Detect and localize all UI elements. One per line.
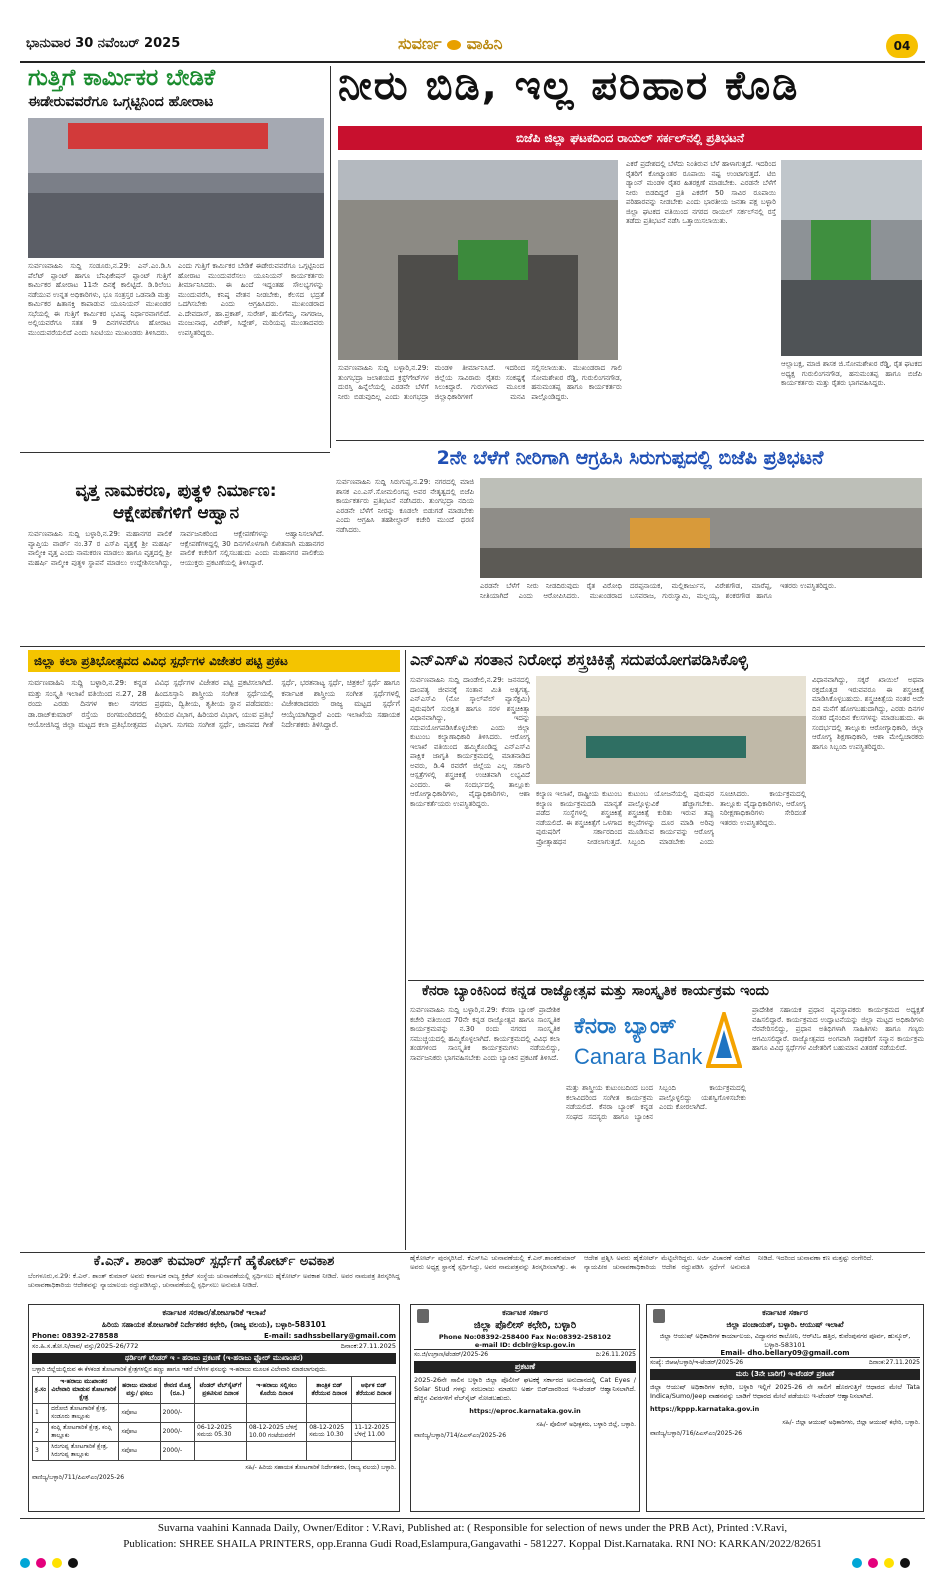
- table-cell: 08-12-2025 ಸಮಯ 10.30: [307, 1422, 352, 1441]
- ad2-ref-date: ದಿ:26.11.2025: [595, 1351, 636, 1358]
- ad2-footer: ವಾಣಿಜ್ಯ/ಬಳ್ಳಾರಿ/714/ಪಿಎಸ್‌ಎಂ/2025-26: [414, 1432, 507, 1439]
- table-cell: [246, 1403, 306, 1422]
- ad3-office: ಜಿಲ್ಲಾ ಪಂಚಾಯತ್, ಬಳ್ಳಾರಿ. ಆಯುಷ್ ಇಲಾಖೆ: [726, 1320, 844, 1329]
- canara-triangle-icon: [706, 1012, 742, 1068]
- ad1-table-header: ಇ-ಹರಾಜು ಮುಖಾಂತರ ವಿಲೇವಾರಿ ಮಾಡುವ ತೋಟಗಾರಿಕೆ ಕ್ಷೇತ್ರ: [49, 1376, 119, 1403]
- story3-body-left: ಸುರ್ವಣವಾಹಿನಿ ಸುದ್ದಿ ಸಿರುಗುಪ್ಪ,ನ.29: ನಗರದಲ್ಲಿ ಮಾಜಿ ಶಾಸಕ ಎಂ.ಎಸ್.ಸೋಮಲಿಂಗಪ್ಪ ಅವರ ನೇತೃತ್ವದಲ್ಲಿ ಬಿಜೆಪಿ ಕಾರ್ಯಕರ್ತರು ಪ್ರತಿಭಟನೆ ನಡೆಸಿದರು. ತುಂಗಭದ್ರಾ ನದಿಯ ಎರಡನೇ ಬೆಳೆಗೆ ನೀರನ್ನು ಕೂಡಲೇ ಬಿಡುಗಡೆ ಮಾಡಬೇಕು ಎಂದು ಆಗ್ರಹಿಸಿ ತಹಶೀಲ್ದಾರ್ ಕಚೇರಿ ಮುಂದೆ ಧರಣಿ ನಡೆಸಿದರು.: [336, 478, 474, 534]
- table-cell: 2000/-: [160, 1441, 194, 1460]
- registration-mark: [36, 1558, 46, 1568]
- issue-date: ಭಾನುವಾರ 30 ನವೆಂಬರ್ 2025: [26, 36, 181, 51]
- story6-body: ಸುರ್ವಣವಾಹಿನಿ ಸುದ್ದಿ ದಾಂಡೇಲಿ,ನ.29: ಜನನದಲ್ಲಿ ದಾಂಪತ್ಯ ಜೀವನಕ್ಕೆ ಸಂತಾನ ಮಿತಿ ಅತ್ಯಗತ್ಯ. ಎನ್‌ಎಸ್‌ವಿ (ನೋ ಸ್ಕಾಲ್‌ಪೆಲ್ ವ್ಯಾಸೆಕ್ಟಮಿ) ಪುರುಷರಿಗೆ ಸುರಕ್ಷಿತ ಹಾಗೂ ಸರಳ ಶಸ್ತ್ರಚಿಕಿತ್ಸಾ ವಿಧಾನವಾಗಿದ್ದು, ಇದನ್ನು ಸದುಪಯೋಗಪಡಿಸಿಕೊಳ್ಳಬೇಕು ಎಂದು ಜಿಲ್ಲಾ ಕುಟುಂಬ ಕಲ್ಯಾಣಾಧಿಕಾರಿ ತಿಳಿಸಿದರು. ಆರೋಗ್ಯ ಇಲಾಖೆ ವತಿಯಿಂದ ಹಮ್ಮಿಕೊಂಡಿದ್ದ ಎನ್‌ಎಸ್‌ವಿ ಪಾಕ್ಷಿಕ ಜಾಗೃತಿ ಕಾರ್ಯಕ್ರಮದಲ್ಲಿ ಮಾತನಾಡಿದ ಅವರು, ಡಿ.4 ರವರೆಗೆ ಜಿಲ್ಲೆಯ ಎಲ್ಲ ಸರ್ಕಾರಿ ಆಸ್ಪತ್ರೆಗಳಲ್ಲಿ ಶಸ್ತ್ರಚಿಕಿತ್ಸೆ ಉಚಿತವಾಗಿ ಲಭ್ಯವಿದೆ ಎಂದರು. ಈ ಸಂದರ್ಭದಲ್ಲಿ ತಾಲ್ಲೂಕು ಆರೋಗ್ಯಾಧಿಕಾರಿಗಳು, ವೈದ್ಯಾಧಿಕಾರಿಗಳು, ಆಶಾ ಕಾರ್ಯಕರ್ತೆಯರು ಉಪಸ್ಥಿತರಿದ್ದರು.: [410, 676, 530, 808]
- story1-subhead: ಈಡೇರುವವರೆಗೂ ಒಗ್ಗಟ್ಟಿನಿಂದ ಹೋರಾಟ: [28, 94, 214, 110]
- story4-body: ಸುರ್ವಣವಾಹಿನಿ ಸುದ್ದಿ ಬಳ್ಳಾರಿ,ನ.29: ಮಹಾನಗರ ಪಾಲಿಕೆ ವ್ಯಾಪ್ತಿಯ ವಾರ್ಡ್ ನಂ.37 ರ ಎಸ್‌ಪಿ ವೃತ್ತಕ್ಕೆ ಶ್ರೀ ಮಹರ್ಷಿ ವಾಲ್ಮೀಕಿ ವೃತ್ತ ಎಂದು ನಾಮಕರಣ ಮಾಡಲು ಹಾಗೂ ವೃತ್ತದಲ್ಲಿ ಶ್ರೀ ಮಹರ್ಷಿ ವಾಲ್ಮೀಕಿ ಪುತ್ಥಳಿ ಸ್ಥಾಪನೆ ಮಾಡಲು ಉದ್ದೇಶಿಸಲಾಗಿದ್ದು, ಸಾರ್ವಜನಿಕರಿಂದ ಆಕ್ಷೇಪಣೆಗಳನ್ನು ಆಹ್ವಾನಿಸಲಾಗಿದೆ. ಆಕ್ಷೇಪಣೆಗಳಿದ್ದಲ್ಲಿ 30 ದಿನಗಳೊಳಗಾಗಿ ಲಿಖಿತವಾಗಿ ಮಹಾನಗರ ಪಾಲಿಕೆ ಕಚೇರಿಗೆ ಸಲ್ಲಿಸಬಹುದು ಎಂದು ಮಹಾನಗರ ಪಾಲಿಕೆಯ ಆಯುಕ್ತರು ಪ್ರಕಟಣೆಯಲ್ಲಿ ತಿಳಿಸಿದ್ದಾರೆ.: [28, 530, 324, 567]
- table-cell: 2: [33, 1422, 49, 1441]
- registration-mark: [884, 1558, 894, 1568]
- table-cell: 2000/-: [160, 1422, 194, 1441]
- ad3-ref: ಸಂಖ್ಯೆ: ಜಿಆಆ/ಬಳ್ಳಾರಿ/ಇ-ಟೆಂಡರ್/2025-26: [650, 1359, 744, 1366]
- registration-mark: [868, 1558, 878, 1568]
- story8-body-cont: ಹೈಕೋರ್ಟ್ ಪುರಸ್ಕರಿಸಿದೆ. ಕೆಎಸ್‌ಸಿಎ ಚುನಾವಣೆಯಲ್ಲಿ ಕೆ.ಎನ್.ಶಾಂತಕುಮಾರ್ ಅವರು ಅಧ್ಯಕ್ಷ ಸ್ಥಾನಕ್ಕೆ ಸ್ಪರ್ಧಿಸಿದ್ದು, ಅವರ ನಾಮಪತ್ರವನ್ನು ತಿರಸ್ಕರಿಸಲಾಗಿತ್ತು. ಈ ಆದೇಶ ಪ್ರಶ್ನಿಸಿ ಅವರು ಹೈಕೋರ್ಟ್ ಮೆಟ್ಟಿಲೇರಿದ್ದರು. ಅರ್ಜಿ ವಿಚಾರಣೆ ನಡೆಸಿದ ನ್ಯಾಯಪೀಠ ಚುನಾವಣಾಧಿಕಾರಿಯ ಆದೇಶ ರದ್ದುಪಡಿಸಿ ಸ್ಪರ್ಧೆಗೆ ಅನುಮತಿ ನೀಡಿದೆ. ಇದರಿಂದ ಚುನಾವಣಾ ಕಣ ಮತ್ತಷ್ಟು ರಂಗೇರಿದೆ.: [410, 1254, 874, 1271]
- story1-body-left: ಸುರ್ವಣವಾಹಿನಿ ಸುದ್ದಿ ಸಂಡೂರು,ನ.29: ಎನ್.ಎಂ.ಡಿ.ಸಿ ಪೆಲೆಟ್ ಪ್ಲಾಂಟ್ ಹಾಗೂ ಬೆನಿಫಿಕೇಷನ್ ಪ್ಲಾಂಟ್ ಗುತ್ತಿಗೆ ಕಾರ್ಮಿಕರ ಹೋರಾಟ 11ನೇ ದಿನಕ್ಕೆ ಕಾಲಿಟ್ಟಿದೆ. ಡಿ.ಠಿಲೆಂಬ ನಡೆಯುವ ಉನ್ನತ ಅಧಿಕಾರಿಗಳು, ಭೂ ಸಂತ್ರಸ್ತರ ಒಡನಾಡಿ ಮತ್ತು ಕಾರ್ಮಿಕರ ಹಿತಾಸಕ್ತಿ ಕಾಪಾಡುವ ಯೂನಿಯನ್ ಮುಖಂಡರ ಸಭೆಯಲ್ಲಿ ಈ ಗುತ್ತಿಗೆ ಕಾರ್ಮಿಕರ ಭವಿಷ್ಯ ನಿರ್ಧಾರವಾಗಲಿದೆ. ಅಲ್ಲಿಯವರೆಗೂ ಸತತ 9 ದಿನಗಳವರೆಗೂ ಹೋರಾಟ ಮುಂದುವರೆಯಲಿದೆ ಎಂದು ಸಿಐಟಿಯು ಮುಖಂಡರು ತಿಳಿಸಿದರು.: [28, 262, 171, 337]
- ad1-sign: ಸಹಿ/- ಹಿರಿಯ ಸಹಾಯಕ ತೋಟಗಾರಿಕೆ ನಿರ್ದೇಶಕರು, (ರಾಜ್ಯ ವಲಯ) ಬಳ್ಳಾರಿ.: [245, 1463, 396, 1471]
- masthead-right: ವಾಹಿನಿ: [466, 34, 503, 53]
- story7-body-cont: ಮತ್ತು ಶಾಸ್ತ್ರೀಯ ಕುಟುಂಬದಿಂದ ಬಂದ ಕಲಾವಿದರಿಂದ ಸಂಗೀತ ಕಾರ್ಯಕ್ರಮ ನಡೆಯಲಿದೆ. ಕೆನರಾ ಬ್ಯಾಂಕ್ ಕನ್ನಡ ಸಂಘದ ಸದಸ್ಯರು ಹಾಗೂ ಬ್ಯಾಂಕಿನ ಸಿಬ್ಬಂದಿ ಕಾರ್ಯಕ್ರಮದಲ್ಲಿ ಪಾಲ್ಗೊಳ್ಳಲಿದ್ದು ಯಶಸ್ವಿಗೊಳಿಸಬೇಕು ಎಂದು ಕೋರಲಾಗಿದೆ.: [566, 1084, 746, 1121]
- story3-body-right: ಎರಡನೇ ಬೆಳೆಗೆ ನೀರು ನೀಡದಿರುವುದು ರೈತ ವಿರೋಧಿ ನೀತಿಯಾಗಿದೆ ಎಂದು ಆರೋಪಿಸಿದರು. ಮುಖಂಡರಾದ ದರಪ್ಪನಾಯಕ, ಮಲ್ಲಿಕಾರ್ಜುನ, ವಿರೇಶಗೌಡ, ಮಾರೆಪ್ಪ, ಬಸವರಾಜ, ಗುರುಸ್ವಾಮಿ, ಮಲ್ಲಯ್ಯ, ಶಂಕರಗೌಡ ಹಾಗೂ ಇತರರು ಉಪಸ್ಥಿತರಿದ್ದರು.: [480, 582, 837, 600]
- ad1-table-header: ಹರಾಜು ಮಾಡುವ ವಸ್ತು/ ಫಸಲು: [119, 1376, 160, 1403]
- story5-body: ಸುರ್ವಣವಾಹಿನಿ ಸುದ್ದಿ ಬಳ್ಳಾರಿ,ನ.29: ಕನ್ನಡ ಮತ್ತು ಸಂಸ್ಕೃತಿ ಇಲಾಖೆ ವತಿಯಿಂದ ನ.27, 28 ರಂದು ಎರಡು ದಿನಗಳ ಕಾಲ ನಗರದ ಡಾ.ರಾಜ್‌ಕುಮಾರ್ ರಸ್ತೆಯ ರಂಗಮಂದಿರದಲ್ಲಿ ಆಯೋಜಿಸಿದ್ದ ಜಿಲ್ಲಾ ಮಟ್ಟದ ಕಲಾ ಪ್ರತಿಭೋತ್ಸವದ ವಿವಿಧ ಸ್ಪರ್ಧೆಗಳ ವಿಜೇತರ ಪಟ್ಟಿ ಪ್ರಕಟಿಸಲಾಗಿದೆ. ಹಿಂದೂಸ್ತಾನಿ ಶಾಸ್ತ್ರೀಯ ಸಂಗೀತ ಸ್ಪರ್ಧೆಯಲ್ಲಿ ಪ್ರಥಮ, ದ್ವಿತೀಯ, ತೃತೀಯ ಸ್ಥಾನ ಪಡೆದವರು: ಕಿರಿಯರ ವಿಭಾಗ, ಹಿರಿಯರ ವಿಭಾಗ, ಯುವ ಪ್ರತಿಭೆ ವಿಭಾಗ. ಸುಗಮ ಸಂಗೀತ ಸ್ಪರ್ಧೆ, ಜಾನಪದ ಗೀತೆ ಸ್ಪರ್ಧೆ, ಭರತನಾಟ್ಯ ಸ್ಪರ್ಧೆ, ಚಿತ್ರಕಲೆ ಸ್ಪರ್ಧೆ ಹಾಗೂ ಕರ್ನಾಟಕ ಶಾಸ್ತ್ರೀಯ ಸಂಗೀತ ಸ್ಪರ್ಧೆಗಳಲ್ಲಿ ವಿಜೇತರಾದವರು ರಾಜ್ಯ ಮಟ್ಟದ ಸ್ಪರ್ಧೆಗೆ ಆಯ್ಕೆಯಾಗಿದ್ದಾರೆ ಎಂದು ಇಲಾಖೆಯ ಸಹಾಯಕ ನಿರ್ದೇಶಕರು ತಿಳಿಸಿದ್ದಾರೆ.: [28, 678, 400, 730]
- ad1-body: ಬಳ್ಳಾರಿ ಜಿಲ್ಲೆಯಲ್ಲಿರುವ ಈ ಕೆಳಕಂಡ ತೋಟಗಾರಿಕೆ ಕ್ಷೇತ್ರಗಳಲ್ಲಿನ ಹಣ್ಣು ಹಾಗೂ ಇತರೆ ಬೆಳೆಗಳ ಫಸಲನ್ನು ಇ-ಹರಾಜು ಮೂಲಕ ವಿಲೇವಾರಿ ಮಾಡಲಾಗುವುದು.: [32, 1366, 327, 1373]
- table-row: [33, 1441, 396, 1460]
- ad3-title: ಮರು (3ನೇ ಬಾರಿಗೆ) ಇ-ಟೆಂಡರ್ ಪ್ರಕಟಣೆ: [650, 1369, 920, 1380]
- story8-body: ಬೆಂಗಳೂರು,ನ.29: ಕೆ.ಎನ್. ಶಾಂತ್ ಕುಮಾರ್ ಅವರು ಕರ್ನಾಟಕ ರಾಜ್ಯ ಕ್ರಿಕೆಟ್ ಸಂಸ್ಥೆಯ ಚುನಾವಣೆಯಲ್ಲಿ ಸ್ಪರ್ಧಿಸಲು ಹೈಕೋರ್ಟ್ ಅವಕಾಶ ನೀಡಿದೆ. ಅವರ ನಾಮಪತ್ರ ತಿರಸ್ಕರಿಸಿದ್ದ ಚುನಾವಣಾಧಿಕಾರಿಯ ಆದೇಶವನ್ನು ನ್ಯಾಯಾಲಯ ರದ್ದುಪಡಿಸಿದ್ದು, ಚುನಾವಣೆಯಲ್ಲಿ ಸ್ಪರ್ಧಿಸಲು ಅನುಮತಿ ನೀಡಿದೆ.: [28, 1272, 400, 1289]
- page-number: 04: [886, 34, 918, 58]
- story3-headline: 2ನೇ ಬೆಳೆಗೆ ನೀರಿಗಾಗಿ ಆಗ್ರಹಿಸಿ ಸಿರುಗುಪ್ಪದಲ್ಲಿ ಬಿಜೆಪಿ ಪ್ರತಿಭಟನೆ: [436, 447, 824, 469]
- ad3-website: https://kppp.karnataka.gov.in: [650, 1405, 760, 1413]
- ad1-ref-date: ದಿನಾಂಕ:27.11.2025: [340, 1342, 396, 1350]
- story2-photo-side: [781, 160, 922, 356]
- ad2-gov: ಕರ್ನಾಟಕ ಸರ್ಕಾರ: [502, 1308, 548, 1317]
- story7-body-right: ಪ್ರಾದೇಶಿಕ ಸಹಾಯಕ ಪ್ರಧಾನ ವ್ಯವಸ್ಥಾಪಕರು ಕಾರ್ಯಕ್ರಮದ ಅಧ್ಯಕ್ಷತೆ ವಹಿಸಲಿದ್ದಾರೆ. ಕಾರ್ಯಕ್ರಮದ ಉದ್ಘಾಟನೆಯನ್ನು ಜಿಲ್ಲಾ ಮಟ್ಟದ ಅಧಿಕಾರಿಗಳು ನೆರವೇರಿಸಲಿದ್ದು, ಪ್ರಧಾನ ಅತಿಥಿಗಳಾಗಿ ಸಾಹಿತಿಗಳು ಹಾಗೂ ಗಣ್ಯರು ಆಗಮಿಸಲಿದ್ದಾರೆ. ರಾಜ್ಯೋತ್ಸವದ ಅಂಗವಾಗಿ ಸಾಧಕರಿಗೆ ಸನ್ಮಾನ ಕಾರ್ಯಕ್ರಮ ಹಾಗೂ ವಿವಿಧ ಸ್ಪರ್ಧೆಗಳ ವಿಜೇತರಿಗೆ ಬಹುಮಾನ ವಿತರಣೆ ನಡೆಯಲಿದೆ.: [752, 1006, 924, 1052]
- ad1-table: [32, 1376, 396, 1461]
- story7-body: ಸುರ್ವಣವಾಹಿನಿ ಸುದ್ದಿ ಬಳ್ಳಾರಿ,ನ.29: ಕೆನರಾ ಬ್ಯಾಂಕ್ ಪ್ರಾದೇಶಿಕ ಕಚೇರಿ ವತಿಯಿಂದ 70ನೇ ಕನ್ನಡ ರಾಜ್ಯೋತ್ಸವ ಹಾಗೂ ಸಾಂಸ್ಕೃತಿಕ ಕಾರ್ಯಕ್ರಮವನ್ನು ನ.30 ರಂದು ನಗರದ ಸಾಂಸ್ಕೃತಿಕ ಸಮುಚ್ಚಯದಲ್ಲಿ ಹಮ್ಮಿಕೊಳ್ಳಲಾಗಿದೆ. ಕಾರ್ಯಕ್ರಮದಲ್ಲಿ ವಿವಿಧ ಕಲಾ ತಂಡಗಳಿಂದ ಸಾಂಸ್ಕೃತಿಕ ಕಾರ್ಯಕ್ರಮಗಳು ನಡೆಯಲಿದ್ದು, ಸಾರ್ವಜನಿಕರು ಭಾಗವಹಿಸಬೇಕು ಎಂದು ಬ್ಯಾಂಕಿನ ಪ್ರಕಟಣೆ ತಿಳಿಸಿದೆ.: [410, 1006, 560, 1062]
- table-cell: [352, 1403, 396, 1422]
- ad1-email: E-mail: sadhssbellary@gmail.com: [264, 1332, 396, 1340]
- table-cell: 1: [33, 1403, 49, 1422]
- story2-headline: ನೀರು ಬಿಡಿ, ಇಲ್ಲ ಪರಿಹಾರ ಕೊಡಿ: [338, 63, 800, 109]
- story2-body-bottom: ಸುರ್ವಣವಾಹಿನಿ ಸುದ್ದಿ ಬಳ್ಳಾರಿ,ನ.29: ತುಂಗಭದ್ರಾ ಜಲಾಶಯದ ಕ್ರಸ್ಟ್‌ಗೇಟ್‌ಗಳ ದುರಸ್ತಿ ಹಿನ್ನೆಲೆಯಲ್ಲಿ ಎರಡನೇ ಬೆಳೆಗೆ ನೀರು ಬಿಡುವುದಿಲ್ಲ ಎಂದು ತುಂಗಭದ್ರಾ ಮಂಡಳಿ ತೀರ್ಮಾನಿಸಿದೆ. ಇದರಿಂದ ಜಿಲ್ಲೆಯ ಸಾವಿರಾರು ರೈತರು ಸಂಕಷ್ಟಕ್ಕೆ ಸಿಲುಕಿದ್ದಾರೆ. ಗುರುಗಳಾದ ಮೂಲಕ ಜಿಲ್ಲಾಧಿಕಾರಿಗಳಿಗೆ ಮನವಿ ಸಲ್ಲಿಸಲಾಯಿತು. ಮುಖಂಡರಾದ ಗಾಲಿ ಸೋಮಶೇಖರ ರೆಡ್ಡಿ, ಗುರುಲಿಂಗನಗೌಡ, ಹನುಮಂತಪ್ಪ ಹಾಗೂ ಕಾರ್ಯಕರ್ತರು ಪಾಲ್ಗೊಂಡಿದ್ದರು.: [338, 364, 622, 401]
- canara-logo-en: Canara Bank: [574, 1044, 703, 1069]
- ad1-gov: ಕರ್ನಾಟಕ ಸರಕಾರ/ತೋಟಗಾರಿಕೆ ಇಲಾಖೆ: [162, 1308, 266, 1317]
- imprint-line-1: Suvarna vaahini Kannada Daily, Owner/Editor : V.Ravi, Published at: ( Responsible for selection of news under the PRB Act), Printed :V.Ravi,: [157, 1522, 788, 1534]
- ad1-title: ಥರ್ಡಿಂಗ್ ಟೆಂಡರ್ ಇ - ಹರಾಜು ಪ್ರಕಟಣೆ (ಇ-ಹರಾಜು ಫ್ಲೋರ್ ಮುಖಾಂತರ): [32, 1353, 396, 1364]
- ad2-title: ಪ್ರಕಟಣೆ: [414, 1361, 636, 1373]
- ad1-table-header: ತಾಂತ್ರಿಕ ಬಿಡ್ ತೆರೆಯುವ ದಿನಾಂಕ: [307, 1376, 352, 1403]
- table-cell: 06-12-2025 ಸಮಯ 05.30: [195, 1422, 247, 1441]
- ad1-table-header: ಆರ್ಥಿಕ ಬಿಡ್ ತೆರೆಯುವ ದಿನಾಂಕ: [352, 1376, 396, 1403]
- ad3-address: ಜಿಲ್ಲಾ ಆಯುಷ್ ಅಧಿಕಾರಿಗಳ ಕಾರ್ಯಾಲಯ, ವಿದ್ಯಾನಗರ ಕಾಲೋನಿ, ಆರ್‌ಟಿಒ ಹತ್ತಿರ, ಕುವೆಂಪುನಗರ ಪೂರ್ವ, ಹುಸ್ಕೂರ್, ಬಳ್ಳಾರಿ-583101: [659, 1332, 911, 1349]
- table-cell: [307, 1441, 352, 1460]
- ad1-phone: Phone: 08392-278588: [32, 1332, 119, 1340]
- ad1-table-header: ಠೇವಣಿ ಮೊತ್ತ (ರೂ.): [160, 1376, 194, 1403]
- ad-ayush: [646, 1304, 924, 1512]
- ad2-phone: Phone No:08392-258400 Fax No:08392-258102: [438, 1333, 612, 1341]
- table-cell: 3: [33, 1441, 49, 1460]
- table-cell: 2000/-: [160, 1403, 194, 1422]
- registration-mark: [20, 1558, 30, 1568]
- ad1-office: ಹಿರಿಯ ಸಹಾಯಕ ತೋಟಗಾರಿಕೆ ನಿರ್ದೇಶಕರ ಕಛೇರಿ, (ರಾಜ್ಯ ವಲಯ), ಬಳ್ಳಾರಿ-583101: [101, 1320, 327, 1329]
- story6-body-cont: ಕಲ್ಯಾಣ ಇಲಾಖೆ, ರಾಷ್ಟ್ರೀಯ ಕುಟುಂಬ ಕಲ್ಯಾಣ ಕಾರ್ಯಕ್ರಮದಡಿ ಮಾನ್ಯತೆ ಪಡೆದ ಸಂಸ್ಥೆಗಳಲ್ಲಿ ಶಸ್ತ್ರಚಿಕಿತ್ಸೆ ನಡೆಯಲಿದೆ. ಈ ಶಸ್ತ್ರಚಿಕಿತ್ಸೆಗೆ ಒಳಗಾದ ಪುರುಷರಿಗೆ ಸರ್ಕಾರದಿಂದ ಪ್ರೋತ್ಸಾಹಧನ ನೀಡಲಾಗುತ್ತದೆ. ಕುಟುಂಬ ಯೋಜನೆಯಲ್ಲಿ ಪುರುಷರ ಪಾಲ್ಗೊಳ್ಳುವಿಕೆ ಹೆಚ್ಚಾಗಬೇಕು. ಶಸ್ತ್ರಚಿಕಿತ್ಸೆ ಕುರಿತು ಇರುವ ತಪ್ಪು ಕಲ್ಪನೆಗಳನ್ನು ದೂರ ಮಾಡಿ ಅರಿವು ಮೂಡಿಸುವ ಕಾರ್ಯವನ್ನು ಆರೋಗ್ಯ ಸಿಬ್ಬಂದಿ ಮಾಡಬೇಕು ಎಂದು ಸೂಚಿಸಿದರು. ಕಾರ್ಯಕ್ರಮದಲ್ಲಿ ತಾಲ್ಲೂಕು ವೈದ್ಯಾಧಿಕಾರಿಗಳು, ಆರೋಗ್ಯ ನಿರೀಕ್ಷಣಾಧಿಕಾರಿಗಳು ಸೇರಿದಂತೆ ಇತರರು ಉಪಸ್ಥಿತರಿದ್ದರು.: [536, 790, 806, 846]
- story6-body-right: ವಿಧಾನವಾಗಿದ್ದು, ಸಕ್ಕರೆ ಖಾಯಿಲೆ ಅಥವಾ ರಕ್ತದೊತ್ತಡ ಇರುವವರೂ ಈ ಶಸ್ತ್ರಚಿಕಿತ್ಸೆ ಮಾಡಿಸಿಕೊಳ್ಳಬಹುದು. ಶಸ್ತ್ರಚಿಕಿತ್ಸೆಯ ನಂತರ ಅದೇ ದಿನ ಮನೆಗೆ ಹೋಗಬಹುದಾಗಿದ್ದು, ಎರಡು ದಿನಗಳ ನಂತರ ದೈನಂದಿನ ಕೆಲಸಗಳನ್ನು ಮಾಡಬಹುದು. ಈ ಸಂದರ್ಭದಲ್ಲಿ ತಾಲ್ಲೂಕು ಆರೋಗ್ಯಾಧಿಕಾರಿ, ಜಿಲ್ಲಾ ಆರೋಗ್ಯ ಶಿಕ್ಷಣಾಧಿಕಾರಿ, ಆಶಾ ಮೇಲ್ವಿಚಾರಕರು ಹಾಗೂ ಸಿಬ್ಬಂದಿ ಉಪಸ್ಥಿತರಿದ್ದರು.: [812, 676, 924, 751]
- story6-photo: [536, 676, 806, 784]
- story2-photo-main: [338, 160, 618, 360]
- ad2-emblem-icon: [417, 1309, 429, 1323]
- ad3-emblem-icon: [653, 1309, 665, 1323]
- masthead-left: ಸುವರ್ಣ: [398, 34, 442, 53]
- table-cell: [195, 1403, 247, 1422]
- ad1-footer: ವಾಣಿಜ್ಯ/ಬಳ್ಳಾರಿ/711/ಪಿಎಸ್‌ಎಂ/2025-26: [32, 1473, 125, 1481]
- table-cell: [307, 1403, 352, 1422]
- story1-headline: ಗುತ್ತಿಗೆ ಕಾರ್ಮಿಕರ ಬೇಡಿಕೆ: [28, 65, 216, 91]
- ad3-gov: ಕರ್ನಾಟಕ ಸರ್ಕಾರ: [762, 1308, 808, 1317]
- table-cell: [246, 1441, 306, 1460]
- ad-horticulture: [28, 1304, 400, 1512]
- table-row: [33, 1403, 396, 1422]
- ad2-website: https://eproc.karnataka.gov.in: [469, 1407, 581, 1415]
- masthead-logo-icon: [447, 40, 461, 50]
- table-cell: ದರೋಜಿ ತೋಟಗಾರಿಕೆ ಕ್ಷೇತ್ರ, ಸಂಡೂರು ತಾಲ್ಲೂಕು: [49, 1403, 119, 1422]
- table-cell: ಕಂಪ್ಲಿ ತೋಟಗಾರಿಕೆ ಕ್ಷೇತ್ರ, ಕಂಪ್ಲಿ ತಾಲ್ಲೂಕು: [49, 1422, 119, 1441]
- registration-mark: [900, 1558, 910, 1568]
- story2-body-top: ಎಕರೆ ಪ್ರದೇಶದಲ್ಲಿ ಬೆಳೆದು ನಿಂತಿರುವ ಬೆಳೆ ಹಾಳಾಗುತ್ತದೆ. ಇದರಿಂದ ರೈತರಿಗೆ ಕೋಟ್ಯಾಂತರ ರೂಪಾಯಿ ನಷ್ಟ ಉಂಟಾಗುತ್ತದೆ. ಟಿಬಿ ಡ್ಯಾಂನ್ ಮಂಡಳಿ ರೈತರ ಹಿತರಕ್ಷಣೆ ಮಾಡಬೇಕು. ಎರಡನೇ ಬೆಳೆಗೆ ನೀರು ಬಿಡದಿದ್ದರೆ ಪ್ರತಿ ಎಕರೆಗೆ 50 ಸಾವಿರ ರೂಪಾಯಿ ಪರಿಹಾರವನ್ನು ನೀಡಬೇಕು ಎಂದು ಭಾರತೀಯ ಜನತಾ ಪಕ್ಷ ಬಳ್ಳಾರಿ ಜಿಲ್ಲಾ ಘಟಕದ ವತಿಯಿಂದ ನಗರದ ರಾಯಲ್ ಸರ್ಕಲ್‌ನಲ್ಲಿ ರಸ್ತೆ ತಡೆದು ಪ್ರತಿಭಟನೆ ನಡೆಸಿ ಒತ್ತಾಯಿಸಲಾಯಿತು.: [626, 160, 776, 225]
- ad3-email: Email- dho.bellary09@gmail.com: [650, 1349, 920, 1358]
- ad1-table-header: ಕ್ರ.ಸಂ: [33, 1376, 49, 1403]
- story1-body-right: ಎಂದು ಗುತ್ತಿಗೆ ಕಾರ್ಮಿಕರ ಬೇಡಿಕೆ ಈಡೇರುವವರೆಗೂ ಒಗ್ಗಟ್ಟಿನಿಂದ ಹೋರಾಟ ಮುಂದುವರೆಸಲು ಯೂನಿಯನ್ ಕಾರ್ಯಕರ್ತರು ತೀರ್ಮಾನಿಸಿದರು. ಈ ಹಿಂದೆ ಇದ್ದಂತಹ ಸೌಲಭ್ಯಗಳನ್ನು ಮುಂದುವರೆಸಿ, ಕನಿಷ್ಠ ವೇತನ ನೀಡಬೇಕು, ಕೆಲಸದ ಭದ್ರತೆ ಒದಗಿಸಬೇಕು ಎಂದು ಆಗ್ರಹಿಸಿದರು. ಮುಖಂಡರಾದ ಎ.ದೇವದಾಸ್, ಹಾ.ಪ್ರಕಾಶ್, ಸುರೇಶ್, ಹುಲಿಗೆಮ್ಮ, ನಾಗರಾಜ, ಮಂಜುನಾಥ, ವಿರೇಶ್, ಸಿದ್ದೇಶ್, ಮರಿಯಪ್ಪ ಮುಂತಾದವರು ಉಪಸ್ಥಿತರಿದ್ದರು.: [178, 262, 324, 337]
- ad3-body: ಜಿಲ್ಲಾ ಆಯುಷ್ ಅಧಿಕಾರಿಗಳ ಕಛೇರಿ, ಬಳ್ಳಾರಿ ಇಲ್ಲಿಗೆ 2025-26 ನೇ ಸಾಲಿಗೆ ಹೊರಗುತ್ತಿಗೆ ಆಧಾರದ ಮೇಲೆ Tata Indica/Sumo/Jeep ವಾಹನವನ್ನು ಬಾಡಿಗೆ ಆಧಾರದ ಮೇಲೆ ಪಡೆಯಲು ಇ-ಟೆಂಡರ್ ಆಹ್ವಾನಿಸಲಾಗಿದೆ.: [650, 1383, 920, 1400]
- story8-headline: ಕೆ.ಎನ್. ಶಾಂತ್ ಕುಮಾರ್ ಸ್ಪರ್ಧೆಗೆ ಹೈಕೋರ್ಟ್ ಅವಕಾಶ: [93, 1254, 335, 1269]
- registration-mark: [68, 1558, 78, 1568]
- ad1-table-header: ಇ-ಹರಾಜು ಸಲ್ಲಿಸಲು ಕೊನೆಯ ದಿನಾಂಕ: [246, 1376, 306, 1403]
- ad2-body: 2025-26ನೇ ಸಾಲಿನ ಬಳ್ಳಾರಿ ಜಿಲ್ಲಾ ಪೊಲೀಸ್ ಘಟಕಕ್ಕೆ ಸರ್ಕಾರದ ಅನುದಾನದಲ್ಲಿ Cat Eyes / Solar Stud ಗಳನ್ನು ಸರಬರಾಜು ಮಾಡಲು ಅರ್ಹ ಬಿಡ್‌ದಾರರಿಂದ ಇ-ಟೆಂಡರ್ ಆಹ್ವಾನಿಸಲಾಗಿದೆ. ಹೆಚ್ಚಿನ ವಿವರಗಳಿಗೆ ವೆಬ್‌ಸೈಟ್ ನೋಡಬಹುದು.: [414, 1376, 636, 1402]
- ad2-email: e-mail ID: dcblr@ksp.gov.in: [414, 1341, 636, 1350]
- table-cell: 08-12-2025 ಬೆಳಿಗ್ಗೆ 10.00 ಗಂಟೆಯವರೆಗೆ: [246, 1422, 306, 1441]
- canara-bank-logo: [566, 1004, 746, 1080]
- canara-logo-kn: ಕೆನರಾ ಬ್ಯಾಂಕ್: [574, 1014, 677, 1039]
- registration-mark: [852, 1558, 862, 1568]
- table-cell: ಸಿರುಗುಪ್ಪ ತೋಟಗಾರಿಕೆ ಕ್ಷೇತ್ರ, ಸಿರುಗುಪ್ಪ ತಾಲ್ಲೂಕು: [49, 1441, 119, 1460]
- table-cell: ಸಪೋಟ: [119, 1422, 160, 1441]
- masthead: [398, 34, 502, 54]
- story6-headline: ಎನ್‌ಎಸ್‌ವಿ ಸಂತಾನ ನಿರೋಧ ಶಸ್ತ್ರಚಿಕಿತ್ಸೆ ಸದುಪಯೋಗಪಡಿಸಿಕೊಳ್ಳಿ: [410, 650, 748, 669]
- imprint-line-2: Publication: SHREE SHAILA PRINTERS, opp.Eranna Gudi Road,Eslampura,Gangavathi - 581227. Koppal Dist.Karnataka. RNI NO: KARKAN/2022/82651: [123, 1538, 822, 1550]
- story7-headline: ಕೆನರಾ ಬ್ಯಾಂಕಿನಿಂದ ಕನ್ನಡ ರಾಜ್ಯೋತ್ಸವ ಮತ್ತು ಸಾಂಸ್ಕೃತಿಕ ಕಾರ್ಯಕ್ರಮ ಇಂದು: [422, 983, 769, 999]
- ad2-sign: ಸಹಿ/- ಪೊಲೀಸ್ ಅಧೀಕ್ಷಕರು, ಬಳ್ಳಾರಿ ಜಿಲ್ಲೆ, ಬಳ್ಳಾರಿ.: [536, 1421, 636, 1428]
- story2-subhead: ಬಿಜೆಪಿ ಜಿಲ್ಲಾ ಘಟಕದಿಂದ ರಾಯಲ್ ಸರ್ಕಲ್‌ನಲ್ಲಿ ಪ್ರತಿಭಟನೆ: [338, 126, 922, 150]
- ad3-sign: ಸಹಿ/- ಜಿಲ್ಲಾ ಆಯುಷ್ ಅಧಿಕಾರಿಗಳು, ಜಿಲ್ಲಾ ಆಯುಷ್ ಕಛೇರಿ, ಬಳ್ಳಾರಿ.: [782, 1419, 920, 1426]
- ad1-ref: ಸಂ.ಹಿ.ಸ.ತೋ.ನಿ/ರಾವ/ ವಸ್ತು/2025-26/772: [32, 1342, 139, 1350]
- ad-police: [410, 1304, 640, 1512]
- story5-headline: ಜಿಲ್ಲಾ ಕಲಾ ಪ್ರತಿಭೋತ್ಸವದ ವಿವಿಧ ಸ್ಪರ್ಧೆಗಳ ವಿಜೇತರ ಪಟ್ಟಿ ಪ್ರಕಟ: [28, 650, 400, 672]
- table-cell: ಸಪೋಟ: [119, 1441, 160, 1460]
- story2-body-bottom-right: ಆಲ್ಲಾಬಕ್ಷ, ಮಾಜಿ ಶಾಸಕ ಜಿ.ಸೋಮಶೇಖರ ರೆಡ್ಡಿ, ರೈತ ಘಟಕದ ಅಧ್ಯಕ್ಷ ಗುರುಲಿಂಗನಗೌಡ, ಹನುಮಂತಪ್ಪ ಹಾಗೂ ಬಿಜೆಪಿ ಕಾರ್ಯಕರ್ತರು ಮತ್ತು ರೈತರು ಭಾಗವಹಿಸಿದ್ದರು.: [781, 360, 922, 387]
- story3-photo: [480, 478, 922, 578]
- ad2-ref: ಸಂ.ಜಿ/ಉಗ್ರಾಣ/ಟೆಂಡರ್/2025-26: [414, 1351, 489, 1358]
- ad1-table-header: ಟೆಂಡರ್ ವೆಬ್‌ಸೈಟ್‌ಗೆ ಪ್ರಕಟಿಸುವ ದಿನಾಂಕ: [195, 1376, 247, 1403]
- registration-mark: [52, 1558, 62, 1568]
- table-row: [33, 1422, 396, 1441]
- story4-headline: ವೃತ್ತ ನಾಮಕರಣ, ಪುತ್ಥಳಿ ನಿರ್ಮಾಣ:: [75, 481, 277, 501]
- story1-photo: [28, 118, 324, 258]
- table-cell: [195, 1441, 247, 1460]
- ad2-office: ಜಿಲ್ಲಾ ಪೊಲೀಸ್ ಕಛೇರಿ, ಬಳ್ಳಾರಿ: [473, 1320, 577, 1331]
- table-cell: [352, 1441, 396, 1460]
- story4-headline2: ಆಕ್ಷೇಪಣೆಗಳಿಗೆ ಆಹ್ವಾನ: [112, 503, 240, 523]
- table-cell: 11-12-2025 ಬೆಳಿಗ್ಗೆ 11.00: [352, 1422, 396, 1441]
- ad3-footer: ವಾಣಿಜ್ಯ/ಬಳ್ಳಾರಿ/716/ಪಿಎಸ್‌ಎಂ/2025-26: [650, 1430, 743, 1437]
- ad3-ref-date: ದಿನಾಂಕ:27.11.2025: [868, 1359, 920, 1366]
- table-cell: ಸಪೋಟ: [119, 1403, 160, 1422]
